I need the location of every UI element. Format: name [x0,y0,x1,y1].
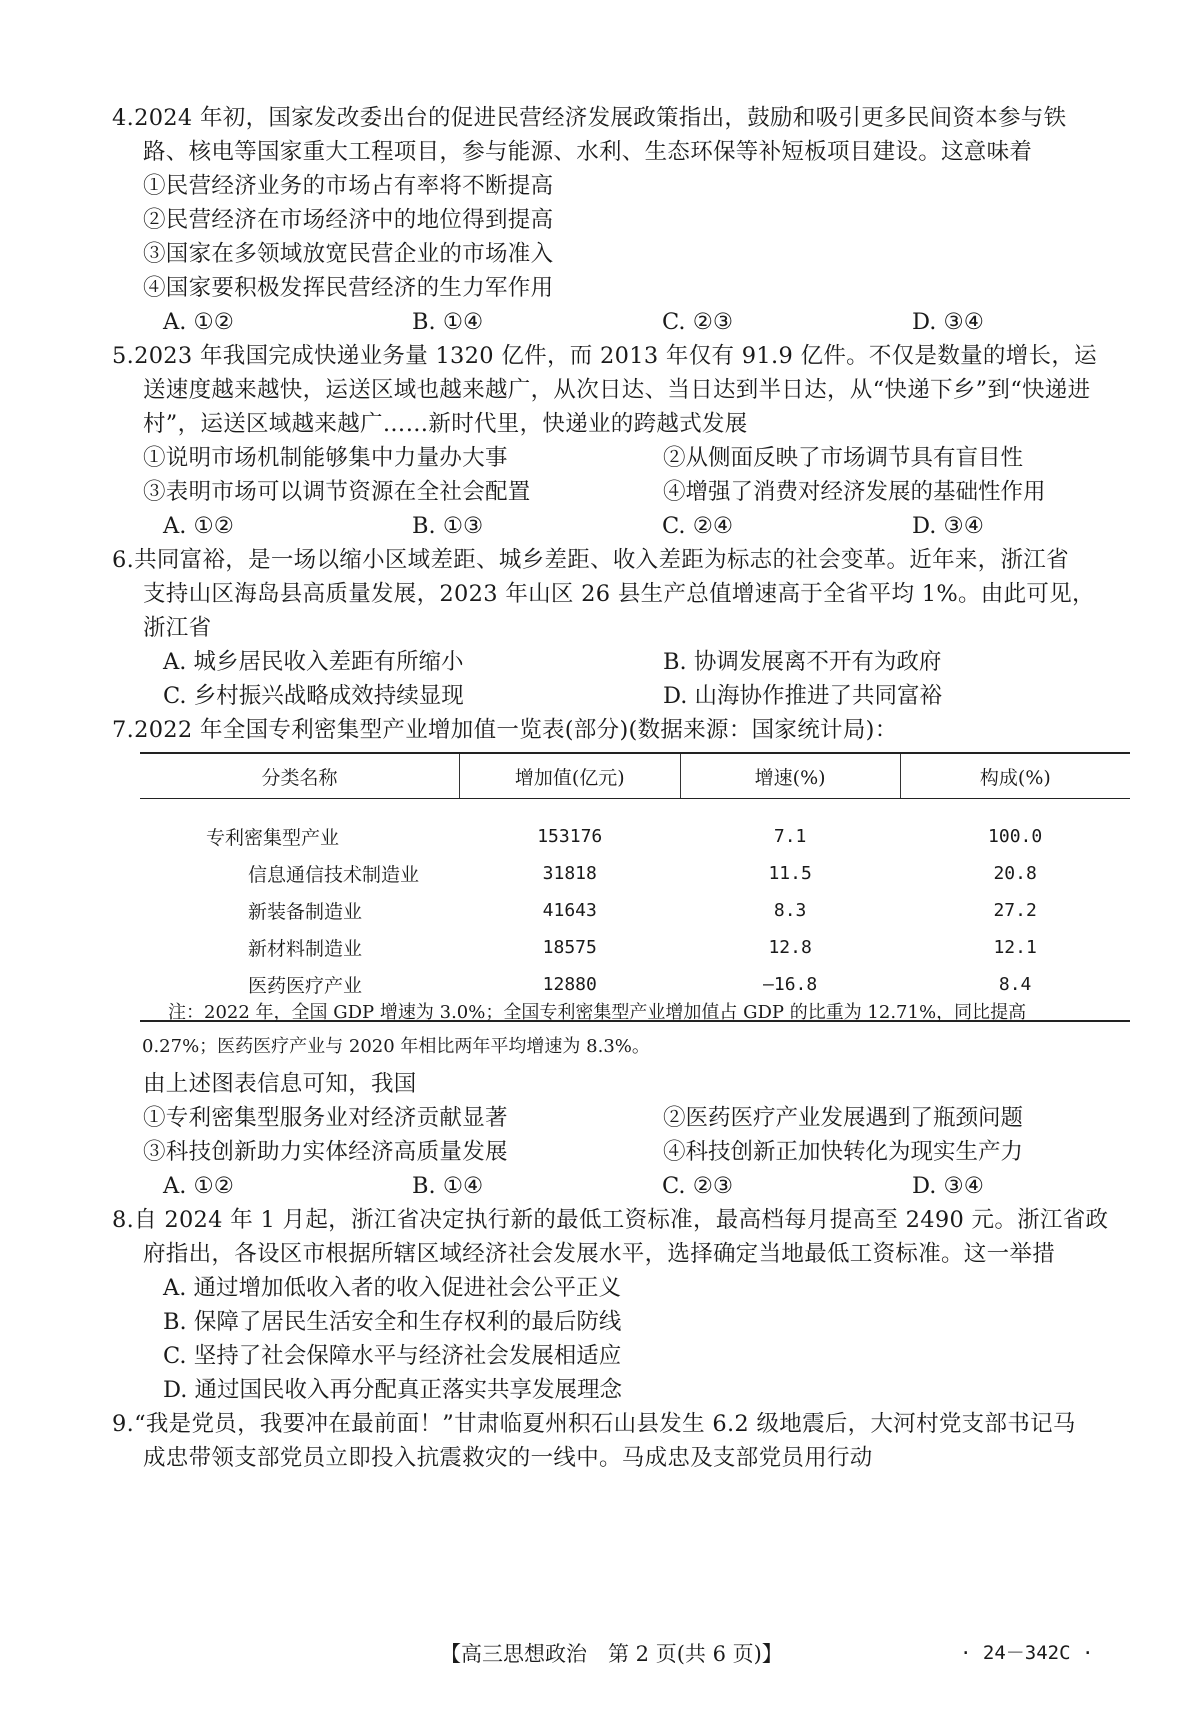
page-footer: 【高三思想政治 第 2 页(共 6 页)】 [440,1642,783,1666]
table-note-2: 0.27%；医药医疗产业与 2020 年相比两年平均增速为 8.3%。 [142,1036,650,1057]
row-name: 医药医疗产业 [248,975,363,997]
q6-option-c[interactable]: C. 乡村振兴战略成效持续显现 [163,683,464,709]
q5-item-4: ④增强了消费对经济发展的基础性作用 [663,479,1046,505]
q6-option-b[interactable]: B. 协调发展离不开有为政府 [663,649,942,675]
q8-stem-1: 自 2024 年 1 月起，浙江省决定执行新的最低工资标准，最高档每月提高至 2490 元。浙江省政 [134,1207,1109,1233]
q7-item-1: ①专利密集型服务业对经济贡献显著 [143,1105,508,1131]
q6-stem-3: 浙江省 [143,615,212,641]
q6-stem-1: 共同富裕，是一场以缩小区域差距、城乡差距、收入差距为标志的社会变革。近年来，浙江省 [134,547,1069,573]
q4-option-b[interactable]: B. ①④ [412,309,484,335]
q4-option-a[interactable]: A. ①② [163,309,234,335]
q7-lead: 由上述图表信息可知，我国 [143,1071,417,1097]
header-value: 增加值(亿元) [459,753,680,799]
q4-line-1 [112,100,1066,136]
q7-number: 7. [112,717,135,743]
q5-stem-3: 村”，运送区域越来越广……新时代里，快递业的跨越式发展 [143,411,748,437]
q7-item-2: ②医药医疗产业发展遇到了瓶颈问题 [663,1105,1024,1131]
q4-item-2: ②民营经济在市场经济中的地位得到提高 [143,207,554,233]
q8-option-c[interactable]: C. 坚持了社会保障水平与经济社会发展相适应 [163,1343,622,1369]
q5-option-a[interactable]: A. ①② [163,513,234,539]
q8-option-d[interactable]: D. 通过国民收入再分配真正落实共享发展理念 [163,1377,623,1403]
q6-number: 6. [112,547,135,573]
q7-option-a[interactable]: A. ①② [163,1173,234,1199]
q6-option-d[interactable]: D. 山海协作推进了共同富裕 [663,683,943,709]
row-share: 27.2 [993,900,1037,921]
q4-option-d[interactable]: D. ③④ [912,309,984,335]
q4-item-1: ①民营经济业务的市场占有率将不断提高 [143,173,554,199]
row-value: 12880 [542,974,597,995]
q4-stem-2: 路、核电等国家重大工程项目，参与能源、水利、生态环保等补短板项目建设。这意味着 [143,139,1033,165]
q7-line-1 [112,712,898,748]
row-name: 新装备制造业 [248,901,363,923]
table-header-row [140,753,1130,799]
q7-item-3: ③科技创新助力实体经济高质量发展 [143,1139,508,1165]
q4-item-3: ③国家在多领域放宽民营企业的市场准入 [143,241,554,267]
q5-item-1: ①说明市场机制能够集中力量办大事 [143,445,508,471]
q5-option-d[interactable]: D. ③④ [912,513,984,539]
q9-stem-1: “我是党员，我要冲在最前面！”甘肃临夏州积石山县发生 6.2 级地震后，大河村党支部书记马 [134,1411,1076,1437]
row-name: 新材料制造业 [248,938,363,960]
table-row [140,855,1130,892]
q4-stem-1: 2024 年初，国家发改委出台的促进民营经济发展政策指出，鼓励和吸引更多民间资本参与铁 [134,105,1067,131]
q5-item-2: ②从侧面反映了市场调节具有盲目性 [663,445,1024,471]
row-name: 专利密集型产业 [206,827,340,849]
row-growth: —16.8 [763,974,818,995]
row-growth: 12.8 [768,937,812,958]
row-value: 18575 [542,937,597,958]
paper-code: · 24－342C · [960,1642,1094,1664]
q8-stem-2: 府指出，各设区市根据所辖区域经济社会发展水平，选择确定当地最低工资标准。这一举措 [143,1241,1056,1267]
row-name: 信息通信技术制造业 [248,864,420,886]
row-share: 100.0 [988,826,1043,847]
q5-item-3: ③表明市场可以调节资源在全社会配置 [143,479,531,505]
q7-option-c[interactable]: C. ②③ [662,1173,734,1199]
q8-line-1 [112,1202,1108,1238]
q9-line-1 [112,1406,1076,1442]
row-share: 20.8 [993,863,1037,884]
table-row [140,892,1130,929]
q5-stem-1: 2023 年我国完成快递业务量 1320 亿件，而 2013 年仅有 91.9 亿件。不仅是数量的增长，运 [134,343,1097,369]
q7-item-4: ④科技创新正加快转化为现实生产力 [663,1139,1024,1165]
q9-number: 9. [112,1411,135,1437]
q4-number: 4. [112,105,135,131]
q8-option-a[interactable]: A. 通过增加低收入者的收入促进社会公平正义 [163,1275,622,1301]
row-share: 12.1 [993,937,1037,958]
header-category: 分类名称 [140,753,459,799]
q4-item-4: ④国家要积极发挥民营经济的生力军作用 [143,275,554,301]
row-growth: 8.3 [773,900,807,921]
row-value: 31818 [542,863,597,884]
table-note-1: 注：2022 年，全国 GDP 增速为 3.0%；全国专利密集型产业增加值占 GDP 的比重为 12.71%，同比提高 [168,1002,1027,1023]
q6-stem-2: 支持山区海岛县高质量发展，2023 年山区 26 县生产总值增速高于全省平均 1%。由此可见， [143,581,1095,607]
q5-option-b[interactable]: B. ①③ [412,513,484,539]
patent-industry-table [140,752,1130,1022]
header-growth: 增速(%) [680,753,900,799]
header-share: 构成(%) [900,753,1130,799]
table-row [140,799,1130,856]
row-growth: 11.5 [768,863,812,884]
q5-line-1 [112,338,1097,374]
row-share: 8.4 [998,974,1032,995]
row-value: 41643 [542,900,597,921]
q9-stem-2: 成忠带领支部党员立即投入抗震救灾的一线中。马成忠及支部党员用行动 [143,1445,873,1471]
q5-stem-2: 送速度越来越快，运送区域也越来越广，从次日达、当日达到半日达，从“快递下乡”到“快递进 [143,377,1091,403]
q7-stem: 2022 年全国专利密集型产业增加值一览表(部分)(数据来源：国家统计局)： [134,717,898,743]
q6-line-1 [112,542,1069,578]
q8-option-b[interactable]: B. 保障了居民生活安全和生存权利的最后防线 [163,1309,622,1335]
row-growth: 7.1 [773,826,807,847]
row-value: 153176 [537,826,603,847]
q8-number: 8. [112,1207,135,1233]
q5-option-c[interactable]: C. ②④ [662,513,734,539]
table-row [140,929,1130,966]
q6-option-a[interactable]: A. 城乡居民收入差距有所缩小 [163,649,464,675]
q4-option-c[interactable]: C. ②③ [662,309,734,335]
q7-option-d[interactable]: D. ③④ [912,1173,984,1199]
q5-number: 5. [112,343,135,369]
q7-option-b[interactable]: B. ①④ [412,1173,484,1199]
